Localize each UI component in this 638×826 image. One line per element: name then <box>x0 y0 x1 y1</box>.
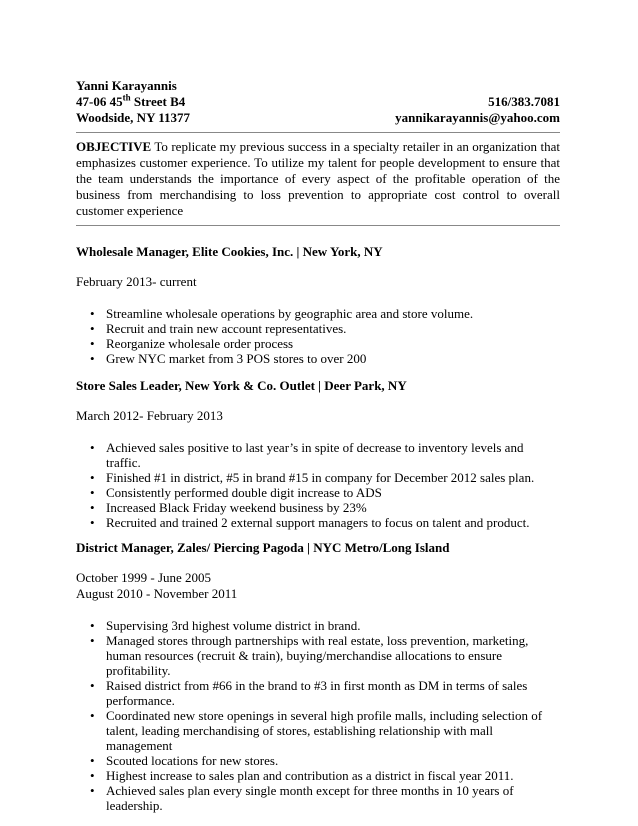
bullet-icon: • <box>90 470 95 485</box>
list-item: • Achieved sales positive to last year’s in spite of decrease to inventory levels and traffic. <box>90 440 524 470</box>
bullet-icon: • <box>90 753 95 768</box>
city-email-row <box>76 110 560 126</box>
bullet-icon: • <box>90 440 95 455</box>
bullet-icon: • <box>90 500 95 515</box>
list-item: • Consistently performed double digit increase to ADS <box>90 485 382 500</box>
list-item: • Coordinated new store openings in several high profile malls, including selection of talent, leading merchandising of stores, establishing relationship with mall management <box>90 708 543 753</box>
job-entry <box>76 378 560 530</box>
job-bullets <box>76 440 560 530</box>
objective-label: OBJECTIVE <box>76 139 152 154</box>
job-title: District Manager, Zales/ Piercing Pagoda | NYC Metro/Long Island <box>76 540 450 555</box>
job-bullets <box>76 306 560 366</box>
list-item: • Grew NYC market from 3 POS stores to over 200 <box>90 351 367 366</box>
bullet-icon: • <box>90 336 95 351</box>
objective-section <box>76 139 560 219</box>
bullet-icon: • <box>90 321 95 336</box>
job-dates: August 2010 - November 2011 <box>76 586 238 601</box>
list-item: • Achieved sales plan every single month except for three months in 10 years of leadership. <box>90 783 514 813</box>
bullet-icon: • <box>90 618 95 633</box>
list-item: • Reorganize wholesale order process <box>90 336 294 351</box>
job-entry <box>76 540 560 813</box>
job-title: Wholesale Manager, Elite Cookies, Inc. | New York, NY <box>76 244 383 259</box>
list-item: • Increased Black Friday weekend business by 23% <box>90 500 367 515</box>
candidate-name: Yanni Karayannis <box>76 78 177 93</box>
bullet-icon: • <box>90 783 95 798</box>
job-title: Store Sales Leader, New York & Co. Outlet | Deer Park, NY <box>76 378 407 393</box>
address-phone-row <box>76 94 560 110</box>
street-address: 47-06 45th Street B4 <box>76 92 186 109</box>
divider-top <box>76 132 560 133</box>
bullet-icon: • <box>90 678 95 693</box>
list-item: • Highest increase to sales plan and contribution as a district in fiscal year 2011. <box>90 768 514 783</box>
email-address: yannikarayannis@yahoo.com <box>395 110 560 125</box>
list-item: • Raised district from #66 in the brand to #3 in first month as DM in terms of sales performance. <box>90 678 528 708</box>
list-item: • Streamline wholesale operations by geographic area and store volume. <box>90 306 474 321</box>
job-bullets <box>76 618 560 813</box>
job-dates: March 2012- February 2013 <box>76 408 223 423</box>
bullet-icon: • <box>90 708 95 723</box>
list-item: • Recruited and trained 2 external support managers to focus on talent and product. <box>90 515 530 530</box>
bullet-icon: • <box>90 351 95 366</box>
job-dates: February 2013- current <box>76 274 197 289</box>
job-dates: October 1999 - June 2005 <box>76 570 212 585</box>
divider-bottom <box>76 225 560 226</box>
list-item: • Scouted locations for new stores. <box>90 753 279 768</box>
list-item: • Recruit and train new account representatives. <box>90 321 347 336</box>
list-item: • Supervising 3rd highest volume district in brand. <box>90 618 361 633</box>
bullet-icon: • <box>90 768 95 783</box>
list-item: • Managed stores through partnerships with real estate, loss prevention, marketing, human resources (recruit & train), buying/merchandise allocations to ensure profitability. <box>90 633 529 678</box>
job-entry <box>76 244 560 366</box>
city-state-zip: Woodside, NY 11377 <box>76 110 191 125</box>
bullet-icon: • <box>90 485 95 500</box>
bullet-icon: • <box>90 633 95 648</box>
list-item: • Finished #1 in district, #5 in brand #15 in company for December 2012 sales plan. <box>90 470 535 485</box>
bullet-icon: • <box>90 515 95 530</box>
objective-text: To replicate my previous success in a specialty retailer in an organization that emphasizes customer experience. To utilize my talent for people development to ensure that the team understands the importance of every aspect of the profitable operation of the business from merchandising to loss prevention to appropriate cost control to overall customer experience <box>76 139 560 218</box>
phone-number: 516/383.7081 <box>488 94 560 109</box>
resume-page <box>76 78 560 813</box>
bullet-icon: • <box>90 306 95 321</box>
